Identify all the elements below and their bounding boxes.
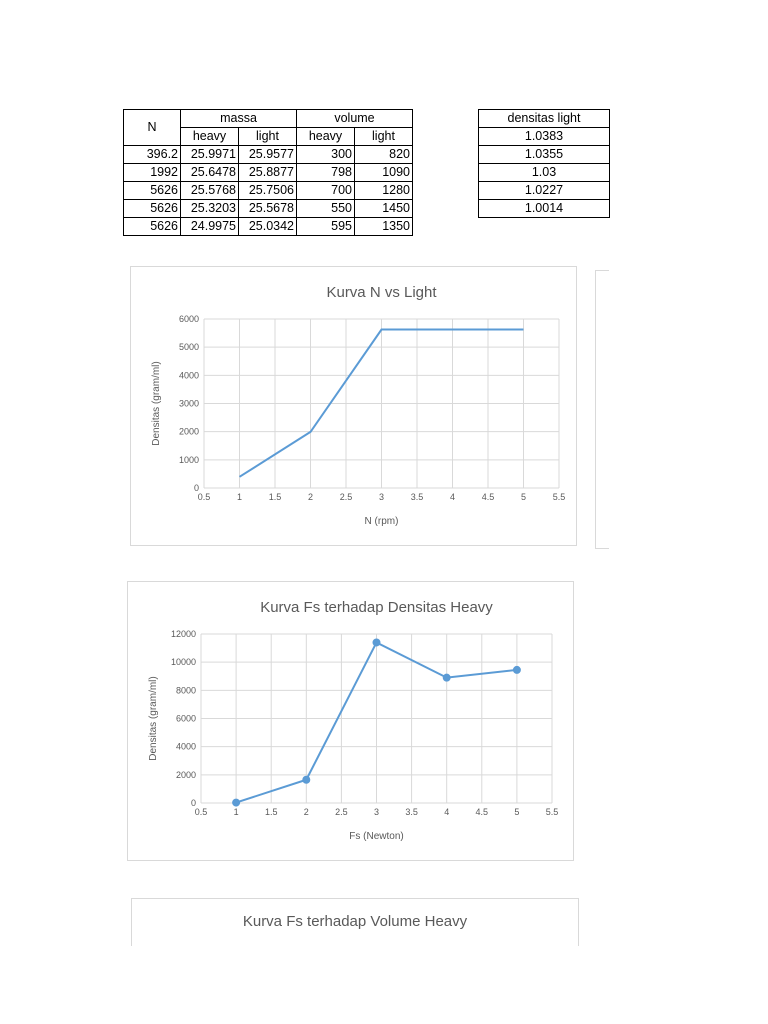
data-point (373, 639, 380, 646)
table-row (124, 182, 413, 200)
cell: 1.03 (479, 164, 610, 182)
y-tick-label: 1000 (178, 454, 199, 465)
x-tick-label: 1.5 (264, 807, 278, 817)
cell: 550 (297, 200, 355, 218)
cell: 24.9975 (181, 218, 239, 236)
table-row (124, 146, 413, 164)
table-row (479, 128, 610, 146)
x-tick-label: 1.5 (268, 492, 282, 502)
cell: 1.0227 (479, 182, 610, 200)
x-tick-label: 1 (233, 807, 239, 817)
chart-n-vs-light-svg (131, 267, 578, 547)
cell: 25.3203 (181, 200, 239, 218)
density-light-table (478, 109, 610, 218)
table-header-row (124, 110, 413, 128)
chart-title: Kurva Fs terhadap Volume Heavy (242, 913, 468, 930)
x-tick-label: 1 (236, 492, 243, 502)
x-tick-label: 4 (444, 807, 450, 817)
header-n: N (124, 110, 181, 146)
table-row (479, 182, 610, 200)
chart-n-vs-light (130, 266, 577, 546)
y-tick-label: 8000 (175, 685, 196, 696)
cell: 300 (297, 146, 355, 164)
x-tick-label: 0.5 (197, 492, 211, 502)
x-tick-label: 5 (514, 807, 520, 817)
header-volume-heavy: heavy (297, 128, 355, 146)
chart-fs-vs-density-heavy-svg (128, 582, 575, 862)
cell: 798 (297, 164, 355, 182)
cell: 1090 (355, 164, 413, 182)
cell: 1.0014 (479, 200, 610, 218)
table-row (124, 200, 413, 218)
x-tick-label: 4.5 (475, 807, 489, 817)
cell: 5626 (124, 218, 181, 236)
cell: 820 (355, 146, 413, 164)
x-tick-label: 3 (378, 492, 385, 502)
y-tick-label: 5000 (178, 342, 199, 353)
x-tick-label: 2.5 (335, 807, 348, 817)
y-tick-label: 0 (193, 483, 199, 493)
x-tick-label: 4 (449, 492, 456, 502)
cell: 25.9577 (239, 146, 297, 164)
header-densitas-light: densitas light (479, 110, 610, 128)
x-axis-label: Fs (Newton) (349, 831, 404, 842)
y-axis-label: Densitas (gram/ml) (148, 676, 159, 761)
cell: 1450 (355, 200, 413, 218)
cell: 1350 (355, 218, 413, 236)
table-row (124, 164, 413, 182)
x-tick-label: 0.5 (194, 807, 208, 817)
chart-title: Kurva Fs terhadap Densitas Heavy (260, 599, 493, 616)
y-tick-label: 2000 (175, 769, 196, 780)
y-tick-label: 4000 (178, 370, 199, 381)
y-tick-label: 3000 (178, 398, 199, 409)
cell: 25.8877 (239, 164, 297, 182)
chart-fs-vs-density-heavy (127, 581, 574, 861)
y-tick-label: 10000 (170, 657, 196, 668)
table-row (479, 200, 610, 218)
cell: 1.0383 (479, 128, 610, 146)
cell: 595 (297, 218, 355, 236)
x-tick-label: 3 (373, 807, 380, 817)
cell: 25.7506 (239, 182, 297, 200)
cell: 25.9971 (181, 146, 239, 164)
data-point (443, 674, 450, 681)
cell: 5626 (124, 200, 181, 218)
table-row (479, 146, 610, 164)
x-axis-label: N (rpm) (364, 516, 399, 527)
header-massa: massa (181, 110, 297, 128)
cropped-chart-frame (595, 270, 609, 549)
chart-fs-vs-volume-heavy (131, 898, 579, 946)
x-tick-label: 4.5 (481, 492, 495, 502)
y-tick-label: 0 (190, 798, 196, 808)
x-tick-label: 5.5 (552, 492, 566, 502)
table-row (124, 218, 413, 236)
data-point (303, 776, 310, 783)
chart-title: Kurva N vs Light (326, 284, 437, 301)
data-point (233, 799, 240, 806)
x-tick-label: 2.5 (339, 492, 353, 502)
header-massa-heavy: heavy (181, 128, 239, 146)
cell: 25.0342 (239, 218, 297, 236)
y-tick-label: 6000 (178, 314, 199, 324)
cell: 25.5678 (239, 200, 297, 218)
x-tick-label: 3.5 (405, 807, 418, 817)
data-table (123, 109, 413, 236)
header-volume: volume (297, 110, 413, 128)
header-massa-light: light (239, 128, 297, 146)
y-axis-label: Densitas (gram/ml) (151, 361, 162, 446)
cell: 1992 (124, 164, 181, 182)
cell: 1280 (355, 182, 413, 200)
table-row (479, 164, 610, 182)
cell: 700 (297, 182, 355, 200)
y-tick-label: 12000 (170, 629, 196, 639)
cell: 1.0355 (479, 146, 610, 164)
x-tick-label: 2 (303, 807, 309, 817)
data-point (513, 666, 520, 673)
x-tick-label: 5 (520, 492, 527, 502)
y-tick-label: 6000 (175, 713, 196, 724)
x-tick-label: 2 (307, 492, 314, 502)
y-tick-label: 2000 (178, 426, 199, 437)
cell: 5626 (124, 182, 181, 200)
x-tick-label: 5.5 (545, 807, 559, 817)
cell: 396.2 (124, 146, 181, 164)
x-tick-label: 3.5 (410, 492, 424, 502)
cell: 25.5768 (181, 182, 239, 200)
y-tick-label: 4000 (175, 741, 196, 752)
header-volume-light: light (355, 128, 413, 146)
table-header-row (479, 110, 610, 128)
cell: 25.6478 (181, 164, 239, 182)
